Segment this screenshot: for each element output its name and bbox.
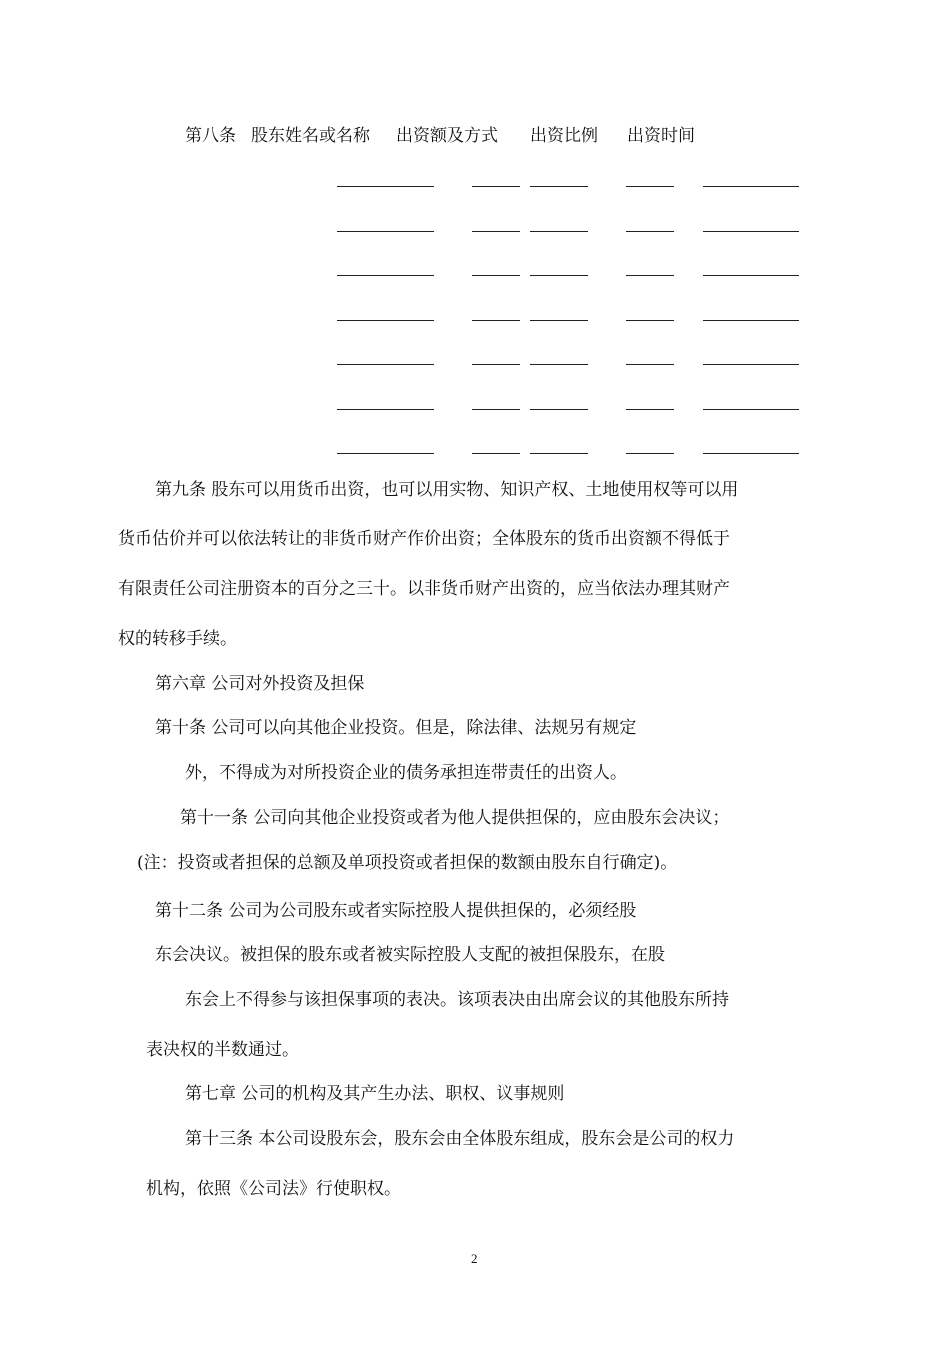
blank-ratio-line [626,231,674,232]
article12-line: 第十二条 公司为公司股东或者实际控股人提供担保的，必须经股 [155,901,637,921]
blank-ratio-line [626,320,674,321]
blank-name-line [337,275,434,276]
blank-name-line [337,231,434,232]
article9-line: 第九条 股东可以用货币出资，也可以用实物、知识产权、土地使用权等可以用 [155,480,739,500]
blank-time-line [703,364,799,365]
blank-amount-line [472,409,520,410]
blank-time-line [703,409,799,410]
blank-ratio-line [626,453,674,454]
blank-time-line [703,453,799,454]
article13-line: 第十三条 本公司设股东会，股东会由全体股东组成，股东会是公司的权力 [185,1129,735,1149]
blank-method-line [530,186,588,187]
blank-name-line [337,320,434,321]
article8-label: 第八条 [185,126,236,146]
chapter6-title: 第六章 公司对外投资及担保 [155,674,365,694]
article12-line: 东会决议。被担保的股东或者被实际控股人支配的被担保股东，在股 [155,945,665,965]
blank-method-line [530,231,588,232]
article11-line: 第十一条 公司向其他企业投资或者为他人提供担保的，应由股东会决议； [180,808,730,828]
blank-method-line [530,364,588,365]
blank-name-line [337,186,434,187]
article10-line: 第十条 公司可以向其他企业投资。但是，除法律、法规另有规定 [155,718,637,738]
header-contribution-ratio: 出资比例 [530,126,598,146]
blank-ratio-line [626,186,674,187]
header-shareholder-name: 股东姓名或名称 [251,126,370,146]
article9-line: 有限责任公司注册资本的百分之三十。以非货币财产出资的，应当依法办理其财产 [118,579,730,599]
article12-line: 表决权的半数通过。 [146,1040,299,1060]
article11-note: (注：投资或者担保的总额及单项投资或者担保的数额由股东自行确定)。 [137,853,678,873]
blank-name-line [337,409,434,410]
blank-name-line [337,364,434,365]
article9-line: 权的转移手续。 [118,629,237,649]
blank-amount-line [472,186,520,187]
blank-amount-line [472,320,520,321]
chapter7-title: 第七章 公司的机构及其产生办法、职权、议事规则 [185,1084,565,1104]
blank-time-line [703,231,799,232]
blank-time-line [703,275,799,276]
blank-amount-line [472,364,520,365]
blank-ratio-line [626,409,674,410]
blank-method-line [530,409,588,410]
blank-method-line [530,320,588,321]
blank-amount-line [472,453,520,454]
blank-method-line [530,453,588,454]
header-contribution-amount: 出资额及方式 [396,126,498,146]
article9-line: 货币估价并可以依法转让的非货币财产作价出资；全体股东的货币出资额不得低于 [118,529,730,549]
blank-method-line [530,275,588,276]
blank-name-line [337,453,434,454]
blank-ratio-line [626,275,674,276]
blank-amount-line [472,275,520,276]
article10-line: 外，不得成为对所投资企业的债务承担连带责任的出资人。 [185,763,627,783]
blank-time-line [703,320,799,321]
page-number: 2 [471,1251,478,1266]
article13-line: 机构，依照《公司法》行使职权。 [146,1179,401,1199]
header-contribution-time: 出资时间 [627,126,695,146]
article12-line: 东会上不得参与该担保事项的表决。该项表决由出席会议的其他股东所持 [185,990,729,1010]
blank-amount-line [472,231,520,232]
blank-time-line [703,186,799,187]
blank-ratio-line [626,364,674,365]
